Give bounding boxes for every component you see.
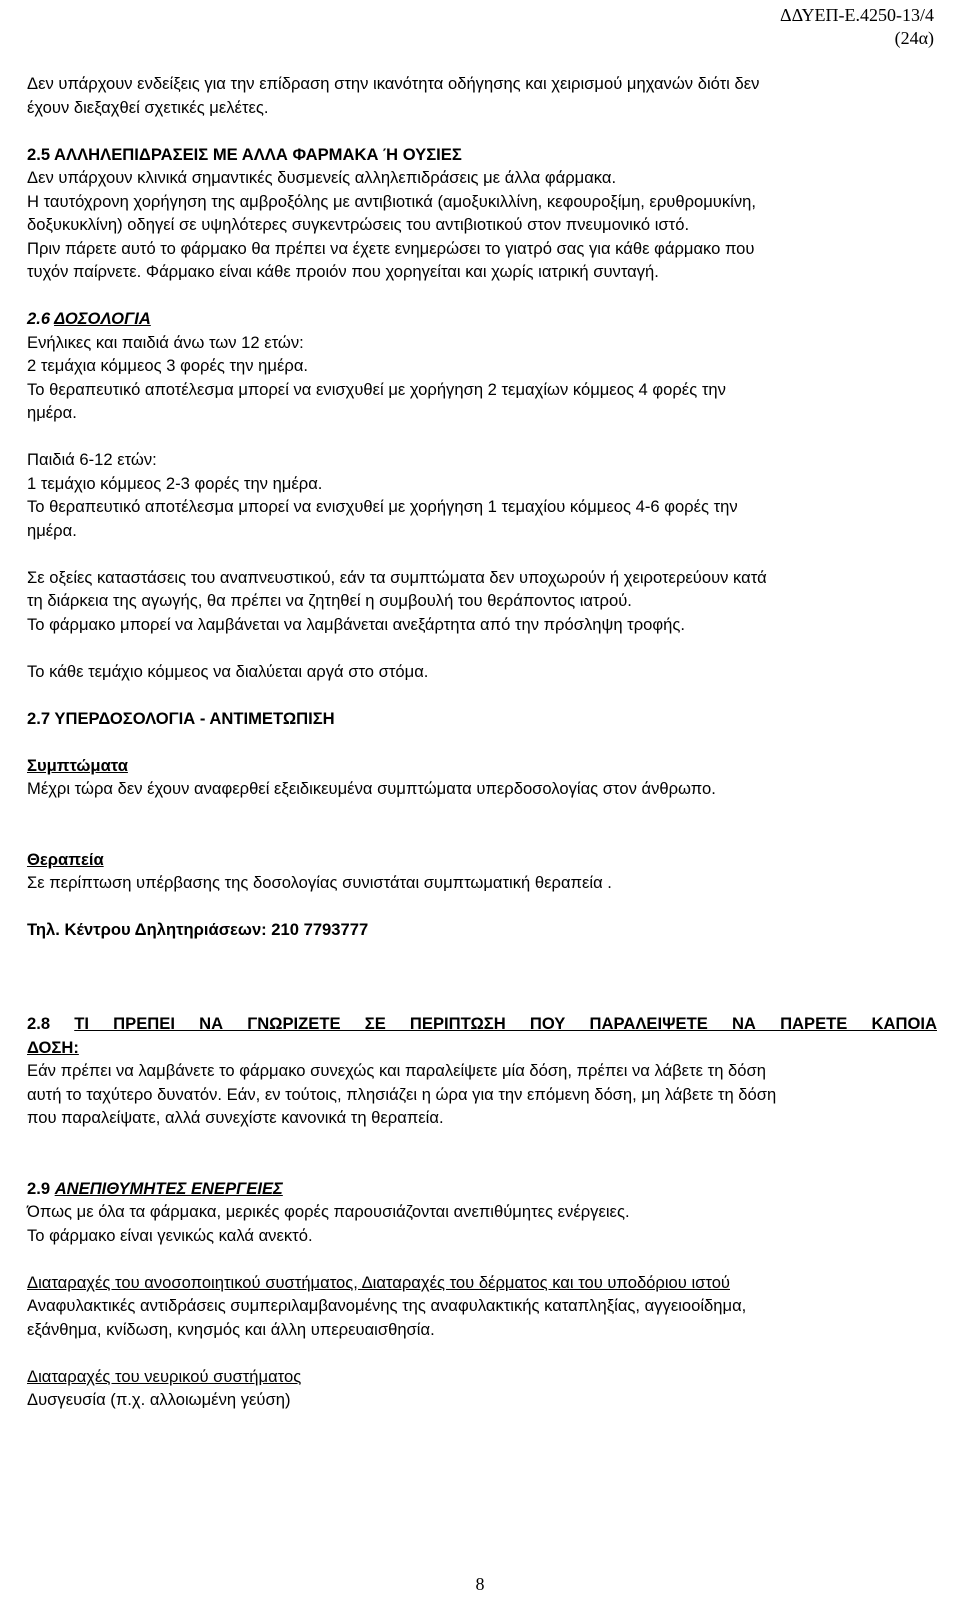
document-code-sub: (24α) — [894, 28, 934, 48]
section-number: 2.7 — [27, 708, 55, 728]
paragraph-line: Ενήλικες και παιδιά άνω των 12 ετών: — [27, 332, 304, 352]
section-title-cont: ΔΟΣΗ: — [27, 1037, 79, 1057]
paragraph-line: δοξυκυκλίνη) οδηγεί σε υψηλότερες συγκεντρώσεις του αντιβιοτικού στον πνευμονικό ιστό. — [27, 215, 690, 234]
paragraph-line: Δεν υπάρχουν ενδείξεις για την επίδραση στην ικανότητα οδήγησης και χειρισμού μηχανών διότι δεν — [27, 74, 760, 93]
section-heading: 2.5 ΑΛΛΗΛΕΠΙΔΡΑΣΕΙΣ ΜΕ ΑΛΛΑ ΦΑΡΜΑΚΑ Ή ΟΥΣΙΕΣ — [27, 144, 462, 164]
paragraph-line: Αναφυλακτικές αντιδράσεις συμπεριλαμβανομένης της αναφυλακτικής καταπληξίας, αγγειοοίδημα, — [27, 1296, 747, 1315]
paragraph-line: Εάν πρέπει να λαμβάνετε το φάρμακο συνεχώς και παραλείψετε μία δόση, πρέπει να λάβετε τη δόση — [27, 1061, 766, 1080]
poison-center-phone: Τηλ. Κέντρου Δηλητηριάσεων: 210 7793777 — [27, 920, 369, 939]
section-number: 2.8 — [27, 1014, 75, 1033]
subsection-heading: Διαταραχές του νευρικού συστήματος — [27, 1366, 302, 1386]
section-heading — [27, 307, 937, 331]
paragraph-line: εξάνθημα, κνίδωση, κνησμός και άλλη υπερευαισθησία. — [27, 1319, 435, 1339]
section-heading — [27, 707, 937, 731]
paragraph-line: 1 τεμάχιο κόμμεος 2-3 φορές την ημέρα. — [27, 473, 323, 493]
section-number: 2.6 — [27, 309, 55, 328]
section-2-4-tail — [27, 72, 937, 119]
paragraph-line: Σε οξείες καταστάσεις του αναπνευστικού, εάν τα συμπτώματα δεν υποχωρούν ή χειροτερεύουν κατά — [27, 567, 767, 587]
section-2-9 — [27, 1177, 937, 1412]
section-heading — [27, 1177, 937, 1201]
paragraph-line: Πριν πάρετε αυτό το φάρμακο θα πρέπει να έχετε ενημερώσει το γιατρό σας για κάθε φάρμακο που — [27, 238, 755, 258]
section-title: ΥΠΕΡΔΟΣΟΛΟΓΙΑ - ΑΝΤΙΜΕΤΩΠΙΣΗ — [54, 708, 335, 728]
section-title: ΑΝΕΠΙΘΥΜΗΤΕΣ ΕΝΕΡΓΕΙΕΣ — [54, 1178, 283, 1198]
paragraph-line: Το θεραπευτικό αποτέλεσμα μπορεί να ενισχυθεί με χορήγηση 1 τεμαχίου κόμμεος 4-6 φορές την — [27, 497, 738, 516]
paragraph-line: Σε περίπτωση υπέρβασης της δοσολογίας συνιστάται συμπτωματική θεραπεία . — [27, 873, 612, 892]
paragraph-line: τυχόν παίρνετε. Φάρμακο είναι κάθε προιόν που χορηγείται και χωρίς ιατρική συνταγή. — [27, 262, 659, 281]
paragraph-line: ημέρα. — [27, 520, 77, 540]
section-title: ΤΙ ΠΡΕΠΕΙ ΝΑ ΓΝΩΡΙΖΕΤΕ ΣΕ ΠΕΡΙΠΤΩΣΗ ΠΟΥ ΠΑΡΑΛΕΙΨΕΤΕ ΝΑ ΠΑΡΕΤΕ ΚΑΠΟΙΑ — [74, 1014, 937, 1033]
paragraph-line: Δυσγευσία (π.χ. αλλοιωμένη γεύση) — [27, 1390, 291, 1409]
section-heading — [27, 1012, 937, 1036]
document-code: ΔΔΥΕΠ-Ε.4250-13/4 — [780, 5, 934, 25]
paragraph-line: ημέρα. — [27, 403, 77, 422]
paragraph-line: Το φάρμακο μπορεί να λαμβάνεται να λαμβάνεται ανεξάρτητα από την πρόσληψη τροφής. — [27, 614, 685, 634]
section-number: 2.9 — [27, 1178, 55, 1198]
paragraph-line: Δεν υπάρχουν κλινικά σημαντικές δυσμενείς αλληλεπιδράσεις με άλλα φάρμακα. — [27, 168, 617, 187]
paragraph-line: Το κάθε τεμάχιο κόμμεος να διαλύεται αργά στο στόμα. — [27, 661, 429, 681]
document-header — [780, 4, 934, 50]
subsection-heading: Θεραπεία — [27, 849, 104, 869]
subsection-heading: Συμπτώματα — [27, 755, 128, 775]
section-2-7 — [27, 707, 937, 942]
paragraph-line: έχουν διεξαχθεί σχετικές μελέτες. — [27, 97, 269, 117]
paragraph-line: αυτή το ταχύτερο δυνατόν. Εάν, εν τούτοις, πλησιάζει η ώρα για την επόμενη δόση, μη λάβετε τη δόση — [27, 1084, 777, 1104]
paragraph-line: που παραλείψατε, αλλά συνεχίστε κανονικά τη θεραπεία. — [27, 1108, 444, 1127]
section-2-5 — [27, 143, 937, 284]
paragraph-line: τη διάρκεια της αγωγής, θα πρέπει να ζητηθεί η συμβουλή του θεράποντος ιατρού. — [27, 591, 632, 610]
section-2-6 — [27, 307, 937, 683]
section-title: ΔΟΣΟΛΟΓΙΑ — [54, 309, 151, 328]
page-number: 8 — [475, 1574, 485, 1594]
section-2-8 — [27, 1012, 937, 1130]
paragraph-line: Το φάρμακο είναι γενικώς καλά ανεκτό. — [27, 1225, 313, 1245]
paragraph-line: Η ταυτόχρονη χορήγηση της αμβροξόλης με αντιβιοτικά (αμοξυκιλλίνη, κεφουροξίμη, ερυθρομυκίνη, — [27, 191, 756, 211]
paragraph-line: Το θεραπευτικό αποτέλεσμα μπορεί να ενισχυθεί με χορήγηση 2 τεμαχίων κόμμεος 4 φορές την — [27, 379, 726, 399]
paragraph-line: Όπως με όλα τα φάρμακα, μερικές φορές παρουσιάζονται ανεπιθύμητες ενέργειες. — [27, 1202, 630, 1221]
paragraph-line: 2 τεμάχια κόμμεος 3 φορές την ημέρα. — [27, 356, 309, 375]
paragraph-line: Παιδιά 6-12 ετών: — [27, 450, 157, 469]
subsection-heading: Διαταραχές του ανοσοποιητικού συστήματος, Διαταραχές του δέρματος και του υποδόριου ιστού — [27, 1272, 730, 1292]
paragraph-line: Μέχρι τώρα δεν έχουν αναφερθεί εξειδικευμένα συμπτώματα υπερδοσολογίας στον άνθρωπο. — [27, 779, 716, 798]
document-body — [27, 72, 937, 1412]
